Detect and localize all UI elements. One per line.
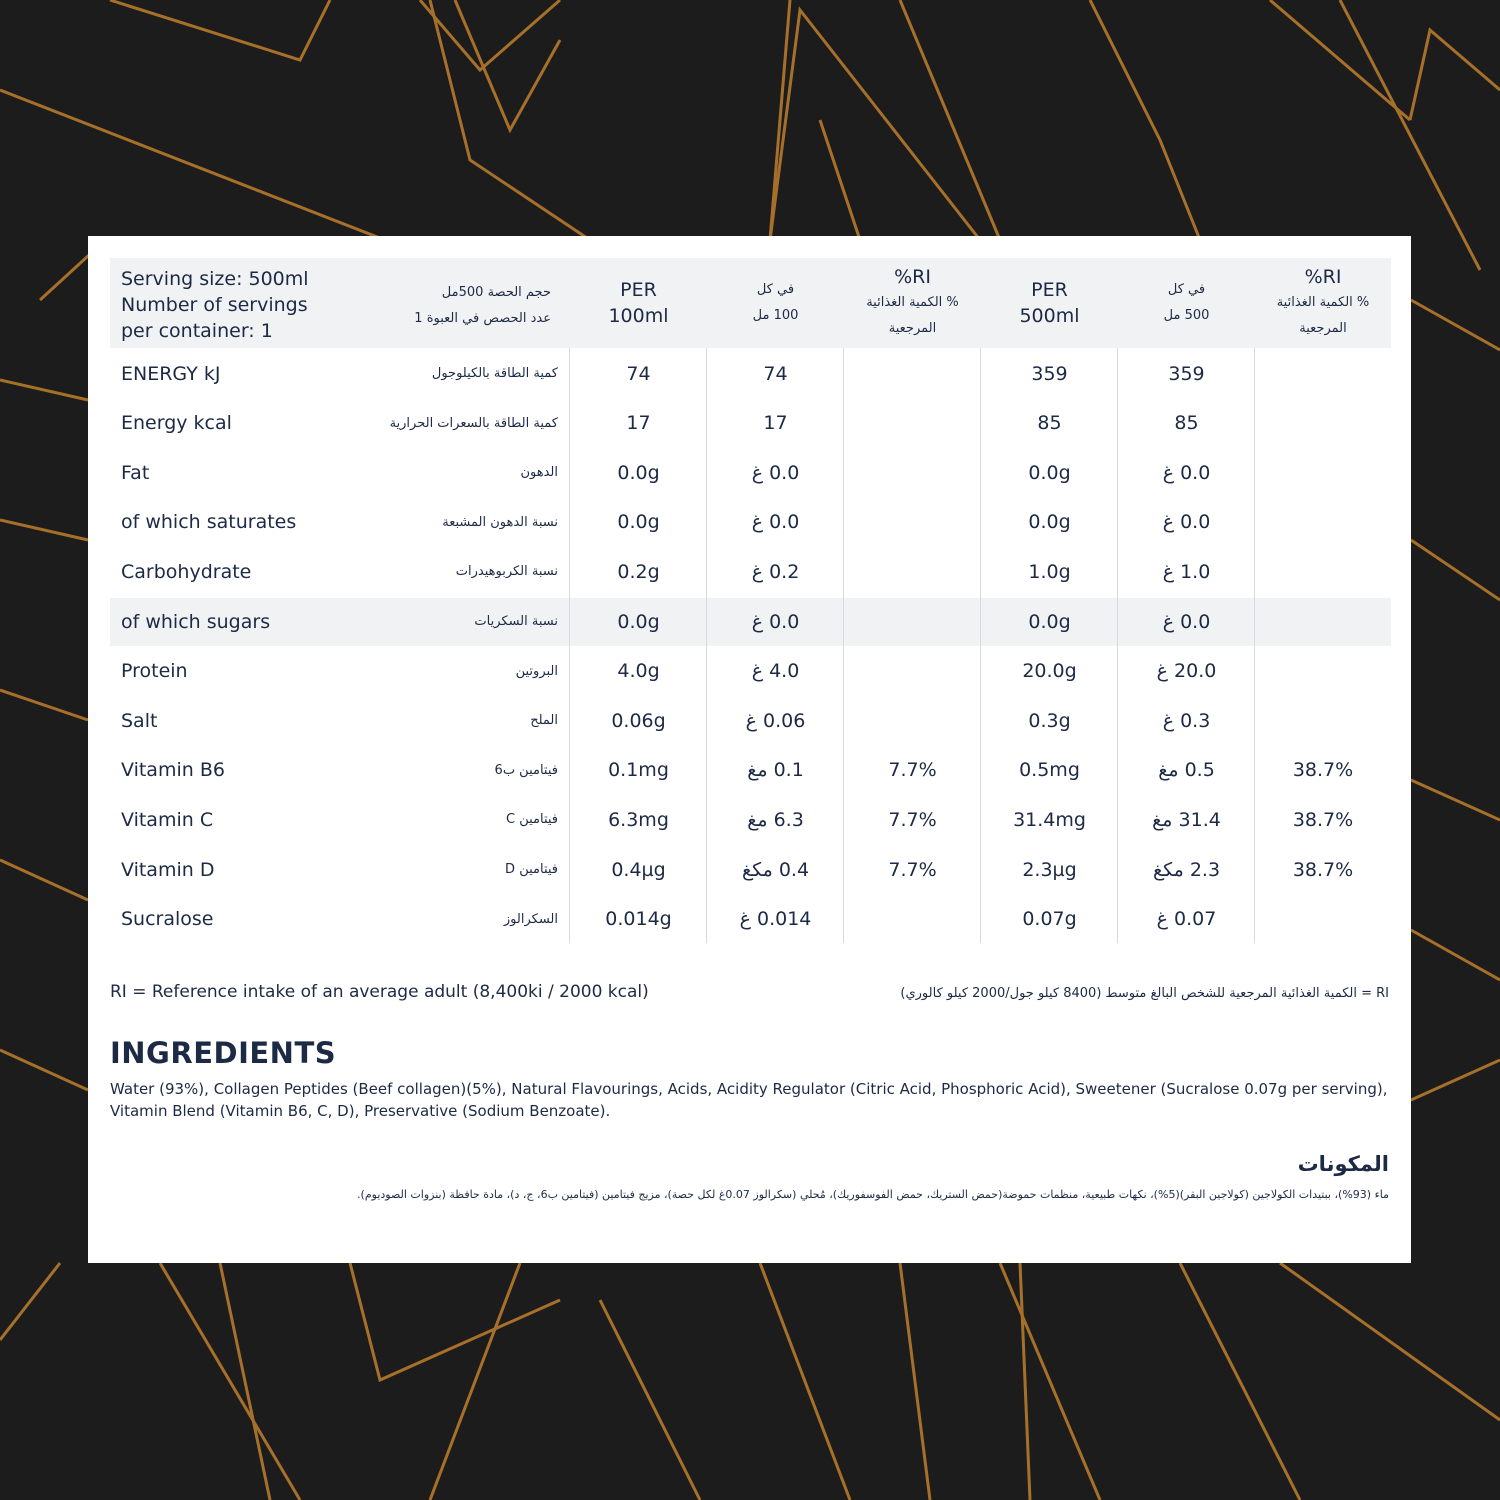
value-per100-ar: 0.0 غ (751, 610, 800, 633)
value-per500: 31.4mg (1013, 808, 1086, 831)
value-per100: 0.0g (617, 610, 660, 633)
value-ri500 (1255, 696, 1391, 745)
ingredients-title: INGREDIENTS (110, 1036, 337, 1070)
value-per500: 0.0g (1028, 610, 1071, 633)
header-text: في كل (756, 282, 795, 297)
value-per100-ar: 0.0 غ (751, 511, 800, 534)
header-text: 100ml (608, 305, 669, 327)
nutrient-label: of which saturates (121, 511, 297, 534)
nutrient-label-arabic: فيتامين D (505, 862, 558, 877)
value-ri100 (844, 696, 981, 745)
value-ri100: 7.7% (888, 858, 937, 881)
value-per500: 2.3µg (1022, 858, 1077, 881)
table-row (110, 895, 1391, 944)
nutrient-label: Energy kcal (121, 412, 232, 435)
table-row (110, 647, 1391, 696)
value-per100: 0.0g (617, 461, 660, 484)
value-per500-ar: 2.3 مكغ (1152, 858, 1221, 881)
table-row (110, 746, 1391, 795)
table-row (110, 547, 1391, 596)
servings-count-text: Number of servings (121, 294, 308, 316)
nutrient-label: Protein (121, 660, 188, 683)
table-row (110, 696, 1391, 745)
header-text: % الكمية الغذائية (1276, 295, 1370, 310)
nutrient-label: Carbohydrate (121, 560, 252, 583)
value-per500-ar: 0.5 مغ (1158, 759, 1215, 782)
nutrient-label-arabic: نسبة الكربوهيدرات (455, 564, 558, 580)
nutrient-label-arabic: نسبة الدهون المشبعة (442, 514, 558, 530)
header-text: %RI (894, 266, 931, 288)
value-per100-ar: 4.0 غ (751, 660, 800, 683)
header-text: في كل (1167, 282, 1206, 297)
serving-info-arabic (414, 280, 551, 332)
value-ri100 (844, 399, 981, 448)
value-per100-ar: 74 (763, 362, 788, 385)
value-ri500 (1255, 895, 1391, 944)
header-text: 500 مل (1163, 308, 1210, 323)
value-ri500 (1255, 399, 1391, 448)
value-per500-ar: 0.3 غ (1162, 709, 1211, 732)
nutrient-label: ENERGY kJ (121, 362, 221, 385)
value-per100: 6.3mg (608, 808, 669, 831)
value-ri500: 38.7% (1292, 759, 1354, 782)
serving-info (121, 266, 309, 344)
value-per100-ar: 0.2 غ (751, 560, 800, 583)
nutrient-label-arabic: الملح (530, 713, 558, 729)
value-per500: 359 (1031, 362, 1068, 385)
ri-footnote: RI = Reference intake of an average adult (8,400ki / 2000 kcal) (110, 982, 649, 1002)
value-per100: 74 (626, 362, 651, 385)
value-per500: 0.07g (1022, 908, 1077, 931)
nutrient-label: Sucralose (121, 908, 214, 931)
value-per500: 0.0g (1028, 511, 1071, 534)
value-per100-ar: 0.014 غ (739, 908, 812, 931)
value-per500-ar: 0.0 غ (1162, 511, 1211, 534)
value-per100: 0.4µg (611, 858, 666, 881)
value-per100: 17 (626, 412, 651, 435)
nutrient-label: Vitamin C (121, 808, 214, 831)
value-ri500 (1255, 448, 1391, 497)
value-ri100 (844, 647, 981, 696)
header-text: المرجعية (888, 321, 937, 336)
value-per500: 1.0g (1028, 560, 1071, 583)
table-row (110, 349, 1391, 398)
value-per500-ar: 0.07 غ (1156, 908, 1217, 931)
value-ri500: 38.7% (1292, 858, 1354, 881)
nutrient-label-arabic: كمية الطاقة بالكيلوجول (431, 366, 558, 381)
servings-count-text-cont: per container: 1 (121, 320, 273, 342)
nutrient-label-arabic: الدهون (520, 465, 558, 481)
nutrient-label: Vitamin B6 (121, 759, 225, 782)
ingredients-title-arabic: المكونات (1297, 1152, 1389, 1176)
value-per100-ar: 17 (763, 412, 788, 435)
header-text: 100 مل (752, 308, 799, 323)
value-per100: 0.014g (605, 908, 672, 931)
nutrient-label: of which sugars (121, 610, 271, 633)
value-ri100 (844, 349, 981, 398)
serving-size-text: Serving size: 500ml (121, 268, 309, 290)
table-row (110, 597, 1391, 646)
header-text: PER (1031, 279, 1068, 301)
table-row (110, 399, 1391, 448)
value-ri100: 7.7% (888, 808, 937, 831)
value-per100: 0.06g (611, 709, 666, 732)
nutrient-label: Vitamin D (121, 858, 215, 881)
nutrition-label-card (88, 236, 1411, 1263)
table-row (110, 448, 1391, 497)
value-ri100 (844, 498, 981, 547)
value-per500-ar: 20.0 غ (1156, 660, 1217, 683)
header-per-100ml-arabic (707, 258, 844, 348)
value-per500: 0.3g (1028, 709, 1071, 732)
ingredients-text: Water (93%), Collagen Peptides (Beef collagen)(5%), Natural Flavourings, Acids, Acidity Regulator (Citric Acid, Phosphoric Acid), Sweetener (Sucralose 0.07g per serving), Vitamin Blend (Vitamin B6, C, D), Preservative (Sodium Benzoate). (110, 1080, 1388, 1120)
value-ri100: 7.7% (888, 759, 937, 782)
nutrient-label-arabic: كمية الطاقة بالسعرات الحرارية (389, 415, 558, 431)
value-per500: 0.0g (1028, 461, 1071, 484)
value-ri500 (1255, 647, 1391, 696)
value-per500: 0.5mg (1019, 759, 1080, 782)
nutrient-label: Fat (121, 461, 150, 484)
value-per500-ar: 31.4 مغ (1152, 808, 1221, 831)
value-per500: 85 (1037, 412, 1062, 435)
header-text: %RI (1304, 266, 1342, 288)
value-ri500 (1255, 349, 1391, 398)
nutrient-label-arabic: نسبة السكريات (474, 614, 558, 629)
header-per-500ml-arabic (1118, 258, 1255, 348)
table-row (110, 845, 1391, 894)
header-ri-100ml (844, 258, 981, 348)
value-per500-ar: 0.0 غ (1162, 461, 1211, 484)
ri-footnote-arabic: RI = الكمية الغذائية المرجعية للشخص البالغ متوسط (8400 كيلو جول/2000 كيلو كالوري) (900, 986, 1389, 1001)
value-ri100 (844, 895, 981, 944)
value-per500: 20.0g (1022, 660, 1077, 683)
header-per-100ml (570, 258, 707, 348)
value-per100-ar: 0.1 مغ (747, 759, 804, 782)
nutrient-label-arabic: البروتين (515, 663, 558, 679)
value-ri500 (1255, 498, 1391, 547)
table-row (110, 498, 1391, 547)
value-per500-ar: 359 (1168, 362, 1205, 385)
value-per100-ar: 6.3 مغ (747, 808, 804, 831)
value-per100: 4.0g (617, 660, 660, 683)
header-per-500ml (981, 258, 1118, 348)
value-ri500 (1255, 597, 1391, 646)
value-ri100 (844, 547, 981, 596)
serving-size-text-arabic: حجم الحصة 500مل (441, 285, 551, 300)
header-text: PER (620, 279, 657, 301)
nutrient-label-arabic: فيتامين ب6 (494, 762, 558, 778)
value-per100: 0.2g (617, 560, 660, 583)
value-per500-ar: 0.0 غ (1162, 610, 1211, 633)
value-ri100 (844, 448, 981, 497)
value-per500-ar: 85 (1174, 412, 1199, 435)
nutrient-label-arabic: السكرالوز (503, 911, 558, 927)
nutrient-label: Salt (121, 709, 158, 732)
value-per100-ar: 0.06 غ (745, 709, 806, 732)
value-per500-ar: 1.0 غ (1162, 560, 1211, 583)
header-text: 500ml (1019, 305, 1080, 327)
ingredients-text-arabic: ماء (93%)، ببتيدات الكولاجين (كولاجين البقر)(5%)، نكهات طبيعية، منظمات حموضة(حمض الستريك، حمض الفوسفوريك)، مُحلي (سكرالوز 0.07غ لكل حصة)، مزيج فيتامين (فيتامين ب6، ج، د)، مادة حافظة (بنزوات الصوديوم). (357, 1188, 1389, 1201)
header-text: % الكمية الغذائية (866, 295, 959, 310)
servings-count-text-arabic: عدد الحصص في العبوة 1 (414, 311, 551, 326)
nutrient-label-arabic: فيتامين C (505, 812, 558, 828)
value-per100-ar: 0.0 غ (751, 461, 800, 484)
header-ri-500ml (1255, 258, 1391, 348)
value-per100-ar: 0.4 مكغ (741, 858, 810, 881)
value-ri100 (844, 597, 981, 646)
value-ri500: 38.7% (1292, 808, 1354, 831)
table-row (110, 795, 1391, 844)
value-per100: 0.0g (617, 511, 660, 534)
header-text: المرجعية (1299, 321, 1347, 336)
value-per100: 0.1mg (608, 759, 669, 782)
value-ri500 (1255, 547, 1391, 596)
